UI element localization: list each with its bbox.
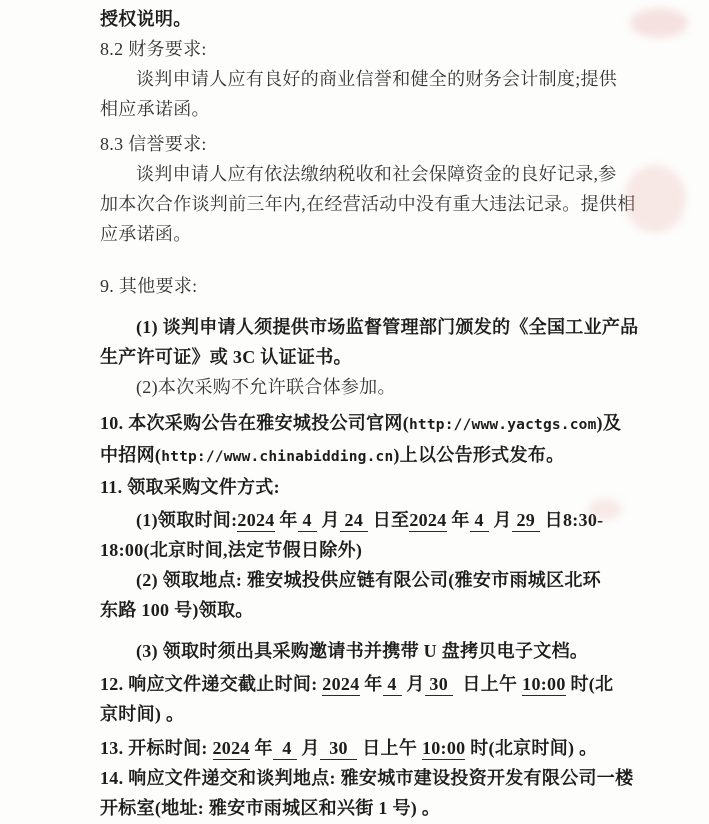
fill-in-blank: 2024 bbox=[322, 674, 360, 694]
fill-in-blank: 4 bbox=[382, 674, 402, 694]
doc-line-25 bbox=[100, 793, 652, 823]
doc-line-9 bbox=[100, 271, 652, 301]
text-segment: (3) 领取时须出具采购邀请书并携带 U 盘拷贝电子文档。 bbox=[136, 641, 589, 661]
text-segment: 应承诺函。 bbox=[100, 224, 192, 244]
text-segment: 谈判申请人应有良好的商业信誉和健全的财务会计制度;提供 bbox=[136, 69, 618, 89]
text-segment: 日至 bbox=[367, 510, 410, 530]
text-segment: 年 bbox=[249, 738, 273, 758]
text-segment: 14. 响应文件递交和谈判地点: 雅安城市建设投资开发有限公司一楼 bbox=[100, 768, 634, 788]
text-segment: 中招网( bbox=[100, 445, 162, 465]
doc-line-20 bbox=[100, 636, 652, 666]
doc-line-6 bbox=[100, 159, 652, 189]
doc-line-15 bbox=[100, 472, 652, 502]
text-segment: 授权说明。 bbox=[100, 9, 192, 29]
document-body bbox=[100, 4, 652, 823]
fill-in-blank: 30 bbox=[424, 674, 453, 694]
text-segment: 日上午 bbox=[357, 738, 422, 758]
text-segment: 京时间) 。 bbox=[100, 704, 185, 724]
doc-line-17 bbox=[100, 535, 652, 565]
text-segment: 8.3 信誉要求: bbox=[100, 134, 207, 154]
fill-in-blank: 4 bbox=[272, 738, 297, 758]
doc-line-10 bbox=[100, 312, 652, 342]
fill-in-blank: 4 bbox=[469, 510, 489, 530]
doc-line-16 bbox=[100, 505, 652, 535]
text-segment: 月 bbox=[316, 510, 340, 530]
text-segment: 13. 开标时间: bbox=[100, 738, 213, 758]
fill-in-blank: 4 bbox=[297, 510, 317, 530]
doc-line-21 bbox=[100, 669, 652, 699]
text-segment: 8.2 财务要求: bbox=[100, 39, 207, 59]
doc-line-14 bbox=[100, 440, 652, 472]
text-segment: (2) 领取地点: 雅安城投供应链有限公司(雅安市雨城区北环 bbox=[136, 570, 601, 590]
text-segment: 年 bbox=[274, 510, 298, 530]
text-segment: 10. 本次采购公告在雅安城投公司官网( bbox=[100, 413, 409, 433]
doc-line-19 bbox=[100, 595, 652, 625]
text-segment: 18:00(北京时间,法定节假日除外) bbox=[100, 540, 363, 560]
doc-line-22 bbox=[100, 699, 652, 729]
text-segment: 时(北京时间) 。 bbox=[465, 738, 598, 758]
doc-line-24 bbox=[100, 763, 652, 793]
url-text: http://www.chinabidding.cn bbox=[161, 449, 394, 465]
fill-in-blank: 2024 bbox=[212, 738, 250, 758]
url-text: http://www.yactgs.com bbox=[409, 417, 597, 433]
doc-line-2 bbox=[100, 34, 652, 64]
text-segment: 开标室(地址: 雅安市雨城区和兴街 1 号) 。 bbox=[100, 798, 441, 818]
text-segment: 东路 100 号)领取。 bbox=[100, 600, 254, 620]
text-segment: 加本次合作谈判前三年内,在经营活动中没有重大违法记录。提供相 bbox=[100, 194, 636, 214]
text-segment: 生产许可证》或 3C 认证证书。 bbox=[100, 347, 352, 367]
text-segment: 时(北 bbox=[565, 674, 614, 694]
text-segment: )上以公告形式发布。 bbox=[393, 445, 565, 465]
fill-in-blank: 29 bbox=[511, 510, 540, 530]
doc-line-23 bbox=[100, 733, 652, 763]
fill-in-blank: 2024 bbox=[237, 510, 275, 530]
text-segment: 年 bbox=[359, 674, 383, 694]
text-segment: 日8:30- bbox=[539, 510, 604, 530]
text-segment: 月 bbox=[488, 510, 512, 530]
fill-in-blank: 24 bbox=[339, 510, 368, 530]
text-segment: 日上午 bbox=[452, 674, 523, 694]
text-segment: 月 bbox=[401, 674, 425, 694]
doc-line-7 bbox=[100, 189, 652, 219]
doc-line-18 bbox=[100, 565, 652, 595]
doc-line-13 bbox=[100, 408, 652, 440]
text-segment: )及 bbox=[596, 413, 622, 433]
text-segment: 9. 其他要求: bbox=[100, 276, 198, 296]
text-segment: (2)本次采购不允许联合体参加。 bbox=[136, 377, 396, 397]
text-segment: 11. 领取采购文件方式: bbox=[100, 477, 280, 497]
text-segment: 谈判申请人应有依法缴纳税收和社会保障资金的良好记录,参 bbox=[136, 164, 617, 184]
text-segment: 12. 响应文件递交截止时间: bbox=[100, 674, 323, 694]
text-segment: 月 bbox=[296, 738, 320, 758]
fill-in-blank: 10:00 bbox=[522, 674, 566, 694]
text-segment: 相应承诺函。 bbox=[100, 99, 210, 119]
doc-line-1 bbox=[100, 4, 652, 34]
doc-line-5 bbox=[100, 129, 652, 159]
fill-in-blank: 10:00 bbox=[421, 738, 466, 758]
doc-line-8 bbox=[100, 219, 652, 249]
doc-line-4 bbox=[100, 94, 652, 124]
doc-line-12 bbox=[100, 372, 652, 402]
text-segment: (1) 谈判申请人须提供市场监督管理部门颁发的《全国工业产品 bbox=[136, 317, 639, 337]
text-segment: 年 bbox=[446, 510, 470, 530]
fill-in-blank: 30 bbox=[319, 738, 358, 758]
doc-line-3 bbox=[100, 64, 652, 94]
doc-line-11 bbox=[100, 342, 652, 372]
text-segment: (1)领取时间: bbox=[136, 510, 238, 530]
fill-in-blank: 2024 bbox=[409, 510, 447, 530]
